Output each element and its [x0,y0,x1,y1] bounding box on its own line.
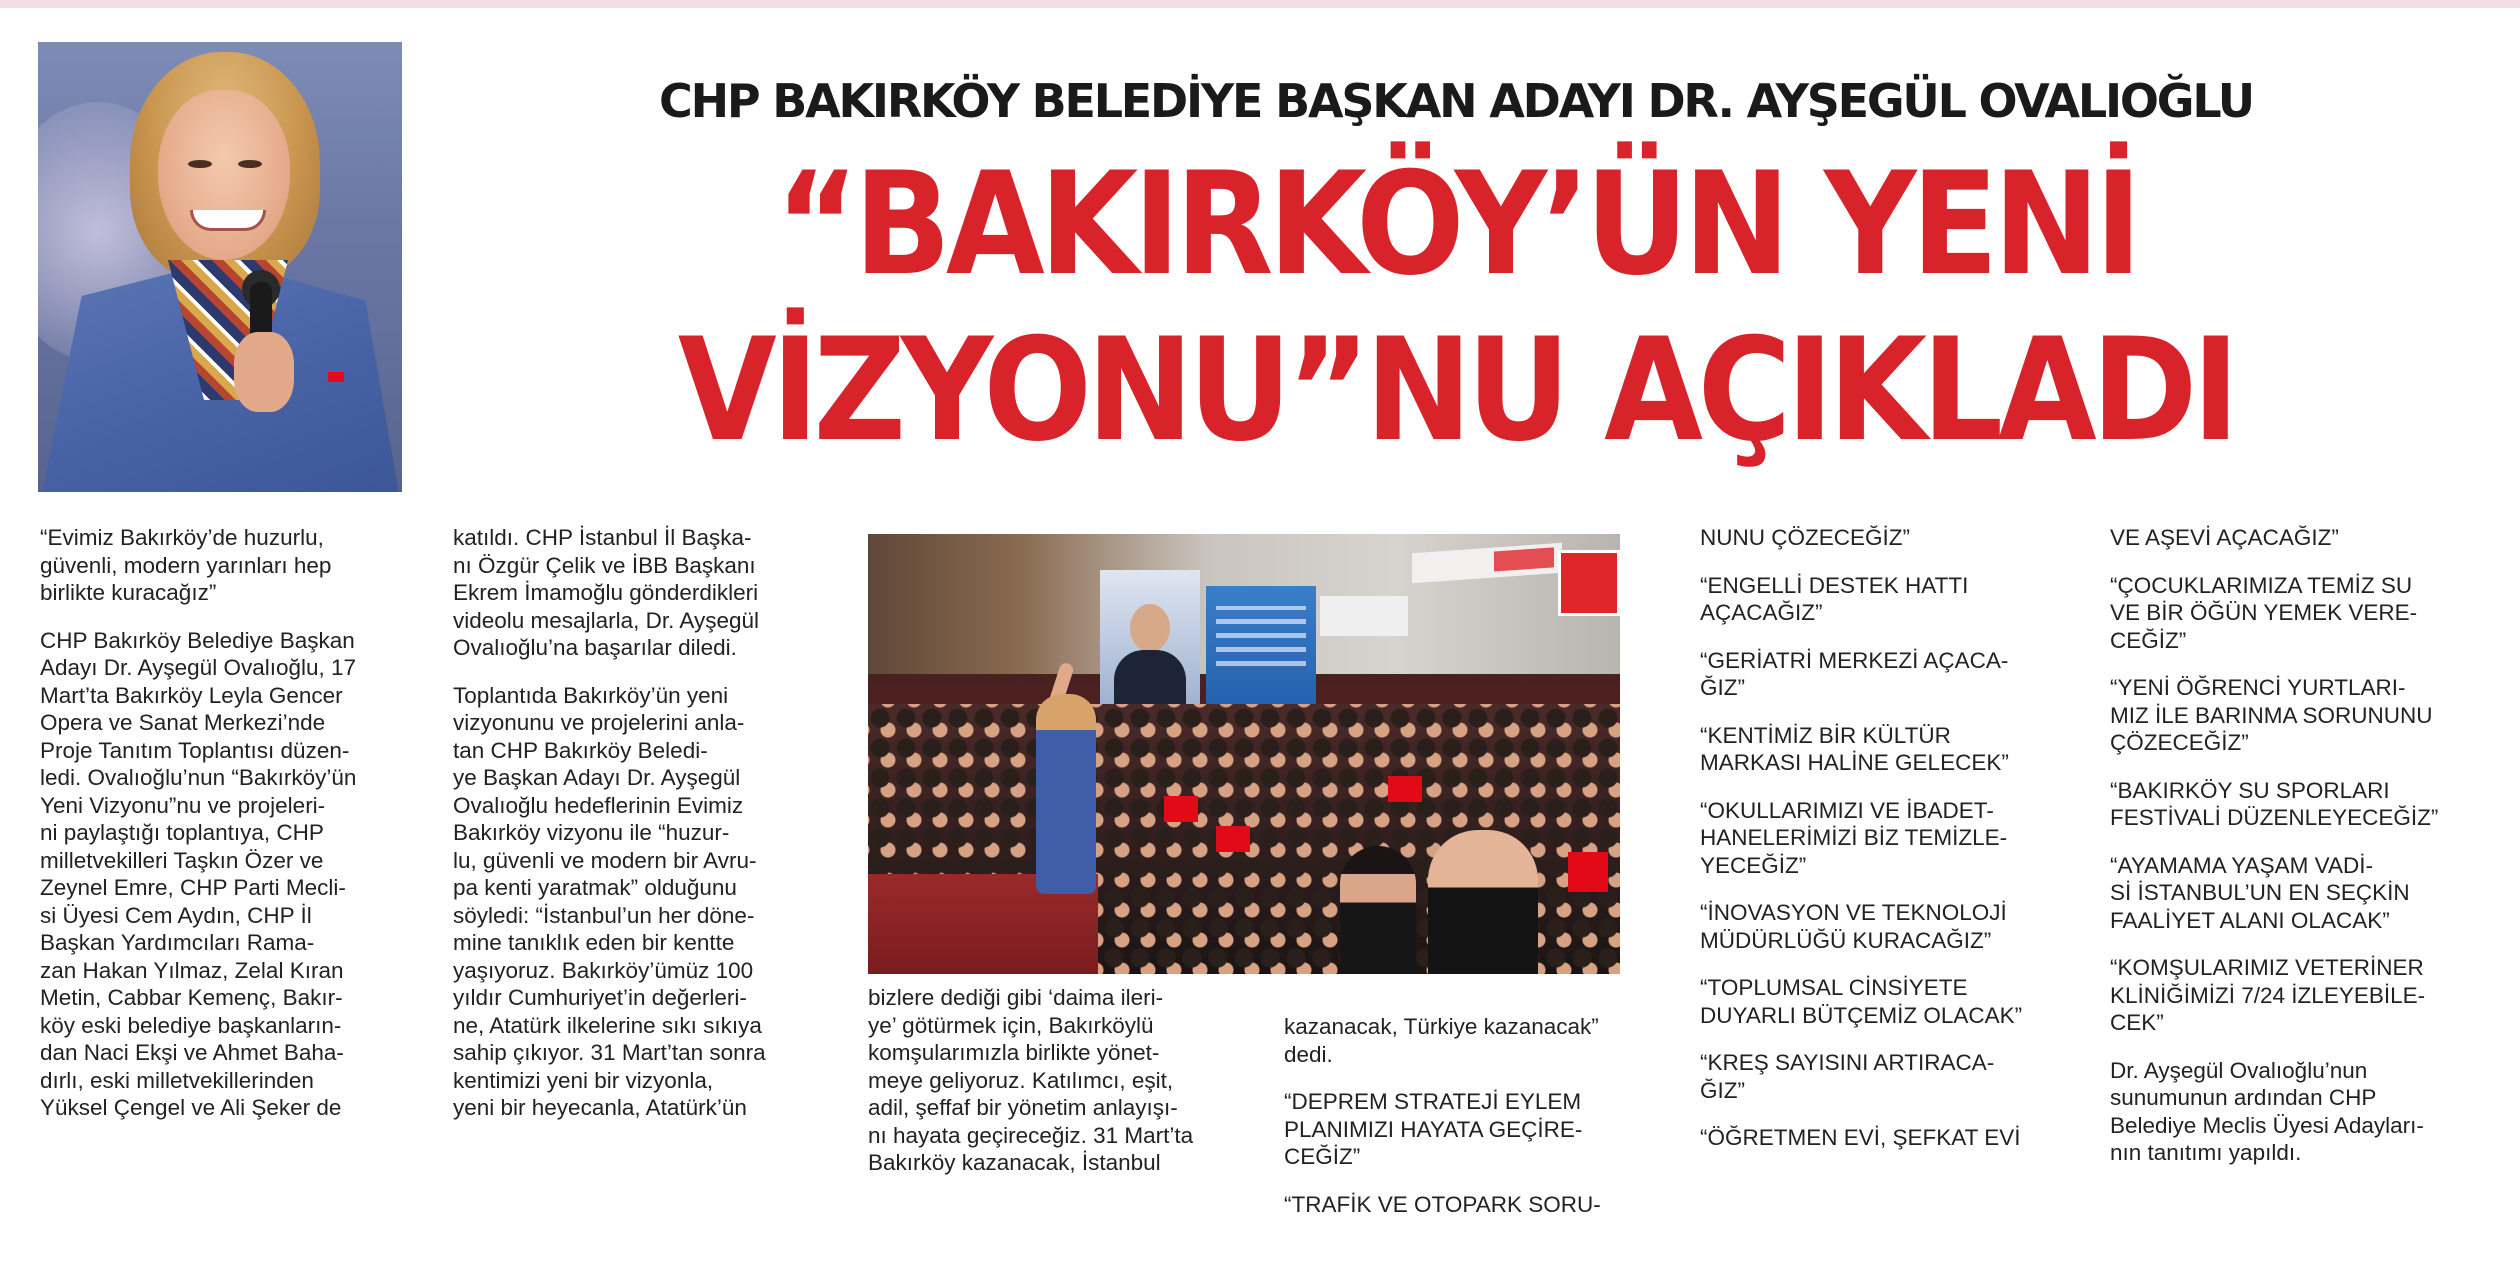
article-column-3 [868,984,1268,1197]
pledge-item: “OKULLARIMIZI VE İBADET- HANELERİMİZİ BİZ TEMİZLE- YECEĞİZ” [1700,797,2008,878]
pledge-item: “TRAFİK VE OTOPARK SORU- [1284,1191,1601,1217]
pledge-item: “KENTİMİZ BİR KÜLTÜR MARKASI HALİNE GELECEK” [1700,722,2009,775]
pledge-item: “GERİATRİ MERKEZİ AÇACA- ĞIZ” [1700,647,2009,700]
audience-member [1340,846,1416,974]
pledge-item: “KREŞ SAYISINI ARTIRACA- ĞIZ” [1700,1050,1995,1103]
article-column-1 [40,524,430,1142]
headline-line-2: VİZYONU”NU AÇIKLADI [677,308,2235,473]
pledge-item: “ENGELLİ DESTEK HATTI AÇACAĞIZ” [1700,572,1969,625]
article-column-4 [1284,1013,1674,1238]
pledge-item: NUNU ÇÖZECEĞİZ” [1700,525,1910,550]
hand [234,332,294,412]
pledge-item: “DEPREM STRATEJİ EYLEM PLANIMIZI HAYATA GEÇİRE- CEĞİZ” [1284,1089,1583,1169]
column-4-paragraph-1: kazanacak, Türkiye kazanacak” dedi. [1284,1014,1599,1067]
turkish-flag [1568,852,1608,892]
poster-text-lines [1216,606,1306,666]
pledge-item: “İNOVASYON VE TEKNOLOJİ MÜDÜRLÜĞÜ KURACAĞIZ” [1700,900,2007,953]
turkish-flag [1164,796,1198,822]
turkish-flag [1388,776,1422,802]
pledge-item: VE AŞEVİ AÇACAĞIZ” [2110,525,2339,550]
turkish-flag [1216,826,1250,852]
face [158,90,290,260]
candidate-on-stage [1036,694,1096,894]
pledge-item: “YENİ ÖĞRENCİ YURTLARI- MIZ İLE BARINMA SORUNUNU ÇÖZECEĞİZ” [2110,675,2433,755]
column-2-paragraph-1: katıldı. CHP İstanbul İl Başka- nı Özgür Çelik ve İBB Başkanı Ekrem İmamoğlu gönderdikleri videolu mesajlarla, Dr. Ayşegül Ovalıoğlu’na başarılar diledi. [453,525,759,660]
article-column-5 [1700,524,2080,1172]
poster-small [1320,596,1408,636]
closing-paragraph: Dr. Ayşegül Ovalıoğlu’nun sunumunun ardından CHP Belediye Meclis Üyesi Adayları- nın tanıtımı yapıldı. [2110,1057,2424,1165]
candidate-portrait-photo [38,42,402,492]
pledge-item: “AYAMAMA YAŞAM VADİ- Sİ İSTANBUL’UN EN SEÇKİN FAALİYET ALANI OLACAK” [2110,852,2410,933]
headline-line-1: “BAKIRKÖY’ÜN YENİ [775,142,2137,307]
event-hall-photo [868,534,1620,974]
flag-pin [328,372,344,382]
smile [190,210,266,231]
article-column-6 [2110,524,2500,1187]
column-1-paragraph-1: “Evimiz Bakırköy’de huzurlu, güvenli, modern yarınları hep birlikte kuracağız” [40,525,332,605]
audience-member [1428,830,1538,974]
right-eye [238,160,262,168]
pledge-item: “ÇOCUKLARIMIZA TEMİZ SU VE BİR ÖĞÜN YEMEK VERE- CEĞİZ” [2110,572,2418,653]
pledge-item: “BAKIRKÖY SU SPORLARI FESTİVALİ DÜZENLEYECEĞİZ” [2110,777,2439,830]
column-2-paragraph-2: Toplantıda Bakırköy’ün yeni vizyonunu ve projelerini anla- tan CHP Bakırköy Beledi- ye Başkan Adayı Dr. Ayşegül Ovalıoğlu hedeflerinin Evimiz Bakırköy vizyonu ile “huzur- lu, güvenli ve modern bir Avru- pa kenti yaratmak” olduğunu söyledi: “İstanbul’un her döne- mine tanıklık eden bir kentte yaşıyoruz. Bakırköy’ümüz 100 yıldır Cumhuriyet’in değerleri- ne, Atatürk ilkelerine sıkı sıkıya sahip çıkıyor. 31 Mart’tan sonra kentimizi yeni bir vizyonla, yeni bir heyecanla, Atatürk’ün [453,682,766,1120]
column-1-paragraph-2: CHP Bakırköy Belediye Başkan Adayı Dr. Ayşegül Ovalıoğlu, 17 Mart’ta Bakırköy Leyla Gencer Opera ve Sanat Merkezi’nde Proje Tanıtım Toplantısı düzen- ledi. Ovalıoğlu’nun “Bakırköy’ün Yeni Vizyonu”nu ve projeleri- ni paylaştığı toplantıya, CHP milletvekilleri Taşkın Özer ve Zeynel Emre, CHP Parti Mecli- si Üyesi Cem Aydın, CHP İl Başkan Yardımcıları Rama- zan Hakan Yılmaz, Zelal Kıran Metin, Cabbar Kemenç, Bakır- köy eski belediye başkanların- dan Naci Ekşi ve Ahmet Baha- dırlı, eski milletvekillerinden Yüksel Çengel ve Ali Şeker de [40,627,357,1120]
banner-red-text [1494,547,1554,571]
top-strip [0,0,2520,8]
party-logo [1558,550,1620,616]
pledge-item: “TOPLUMSAL CİNSİYETE DUYARLI BÜTÇEMİZ OLACAK” [1700,975,2023,1028]
article-column-2 [453,524,845,1142]
pledge-item: “ÖĞRETMEN EVİ, ŞEFKAT EVİ [1700,1125,2021,1150]
column-3-paragraph-1: bizlere dediği gibi ‘daima ileri- ye’ götürmek için, Bakırköylü komşularımızla birlikte yönet- meye geliyoruz. Katılımcı, eşit, adil, şeffaf bir yönetim anlayışı- nı hayata geçireceğiz. 31 Mart’ta Bakırköy kazanacak, İstanbul [868,985,1194,1175]
kicker-headline: CHP BAKIRKÖY BELEDİYE BAŞKAN ADAYI DR. AYŞEGÜL OVALIOĞLU [659,74,2253,128]
left-eye [188,160,212,168]
pledge-item: “KOMŞULARIMIZ VETERİNER KLİNİĞİMİZİ 7/24 İZLEYEBİLE- CEK” [2110,955,2426,1035]
poster-head [1130,604,1170,652]
main-headline [560,142,2353,474]
